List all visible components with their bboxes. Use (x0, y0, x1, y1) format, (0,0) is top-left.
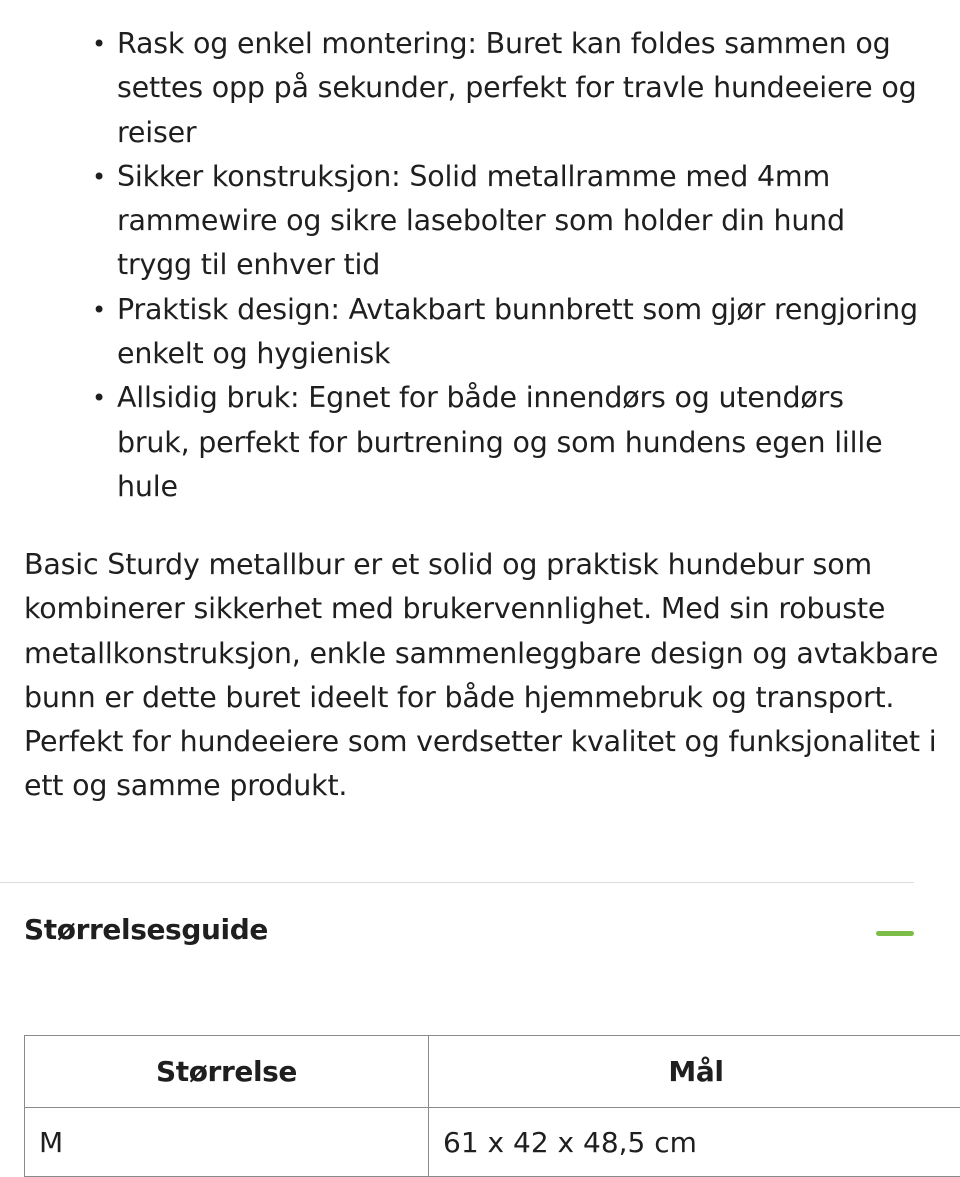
column-header-size: Størrelse (25, 1036, 429, 1108)
bullet-icon: • (92, 288, 106, 332)
table-cell-dimensions: 61 x 42 x 48,5 cm (429, 1108, 960, 1177)
feature-item (0, 22, 960, 155)
feature-item (0, 376, 960, 509)
feature-list (0, 22, 960, 509)
minus-icon[interactable] (876, 931, 914, 936)
feature-text: Praktisk design: Avtakbart bunnbrett som gjør rengjoring enkelt og hygienisk (117, 293, 918, 370)
product-description: Basic Sturdy metallbur er et solid og praktisk hundebur som kombinerer sikkerhet med brukervennlighet. Med sin robuste metallkonstruksjon, enkle sammenleggbare design og avtakbare bunn er dette buret ideelt for både hjemmebruk og transport. Perfekt for hundeeiere som verdsetter kvalitet og funksjonalitet i ett og samme produkt. (24, 543, 944, 809)
table-row (25, 1108, 960, 1177)
bullet-icon: • (92, 22, 106, 66)
table-header-row (25, 1036, 960, 1108)
column-header-dimensions: Mål (429, 1036, 960, 1108)
size-guide-title: Størrelsesguide (24, 913, 268, 946)
size-guide-accordion-toggle[interactable] (24, 905, 914, 961)
bullet-icon: • (92, 376, 106, 420)
feature-item (0, 155, 960, 288)
feature-text: Rask og enkel montering: Buret kan foldes sammen og settes opp på sekunder, perfekt for travle hundeeiere og reiser (117, 27, 917, 149)
feature-text: Allsidig bruk: Egnet for både innendørs og utendørs bruk, perfekt for burtrening og som hundens egen lille hule (117, 381, 882, 503)
table-cell-size: M (25, 1108, 429, 1177)
size-guide-table (24, 1035, 960, 1177)
section-divider (0, 882, 914, 883)
bullet-icon: • (92, 155, 106, 199)
feature-item (0, 288, 960, 377)
feature-text: Sikker konstruksjon: Solid metallramme med 4mm rammewire og sikre lasebolter som holder din hund trygg til enhver tid (117, 160, 845, 282)
